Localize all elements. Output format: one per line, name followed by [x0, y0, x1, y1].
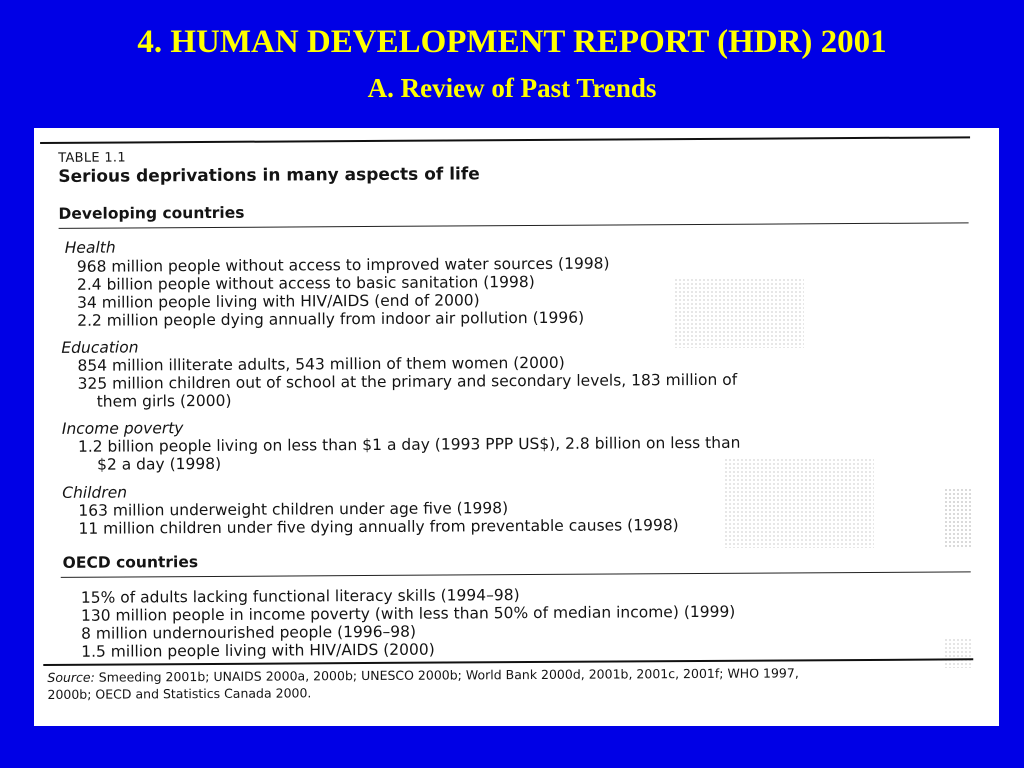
source-note [47, 665, 799, 686]
source-label: Source: [47, 669, 95, 685]
health-item: 968 million people without access to improved water sources (1998) [76, 254, 610, 276]
children-item: 11 million children under five dying annually from preventable causes (1998) [78, 516, 679, 538]
oecd-item: 130 million people in income poverty (with less than 50% of median income) (1999) [80, 602, 736, 625]
section-rule [59, 222, 969, 229]
health-item: 2.2 million people dying annually from indoor air pollution (1996) [77, 308, 585, 330]
oecd-heading: OECD countries [62, 553, 199, 572]
category-health: Health [64, 238, 116, 257]
table-title: Serious deprivations in many aspects of life [58, 164, 480, 187]
health-item: 2.4 billion people without access to basic sanitation (1998) [76, 272, 535, 294]
oecd-item: 1.5 million people living with HIV/AIDS (2000) [81, 640, 435, 661]
source-line-2: 2000b; OECD and Statistics Canada 2000. [47, 685, 312, 702]
education-item: 854 million illiterate adults, 543 million of them women (2000) [77, 353, 565, 375]
education-item: 325 million children out of school at the primary and secondary levels, 183 million of [77, 370, 738, 393]
scan-noise [724, 458, 874, 548]
source-line-1: Smeeding 2001b; UNAIDS 2000a, 2000b; UNESCO 2000b; World Bank 2000d, 2001b, 2001c, 2001f; WHO 1997, [98, 665, 799, 685]
scan-noise [944, 638, 972, 668]
category-income-poverty: Income poverty [61, 419, 184, 438]
category-children: Children [62, 483, 128, 502]
scan-noise [674, 278, 804, 348]
developing-heading: Developing countries [58, 203, 245, 223]
category-education: Education [61, 338, 139, 357]
oecd-item: 15% of adults lacking functional literacy skills (1994–98) [80, 586, 520, 607]
income-item: 1.2 billion people living on less than $1 a day (1993 PPP US$), 2.8 billion on less than [77, 433, 741, 456]
health-item: 34 million people living with HIV/AIDS (end of 2000) [77, 291, 480, 312]
top-rule [40, 136, 970, 144]
scan-noise [944, 488, 972, 548]
children-item: 163 million underweight children under age five (1998) [78, 499, 509, 520]
section-rule [61, 571, 971, 578]
slide-title: 4. HUMAN DEVELOPMENT REPORT (HDR) 2001 [137, 24, 887, 60]
education-item: them girls (2000) [96, 391, 232, 411]
slide-subtitle: A. Review of Past Trends [367, 73, 657, 103]
table-number: TABLE 1.1 [58, 150, 126, 166]
income-item: $2 a day (1998) [97, 454, 222, 474]
scanned-table-image [34, 128, 999, 726]
oecd-item: 8 million undernourished people (1996–98) [81, 622, 417, 643]
